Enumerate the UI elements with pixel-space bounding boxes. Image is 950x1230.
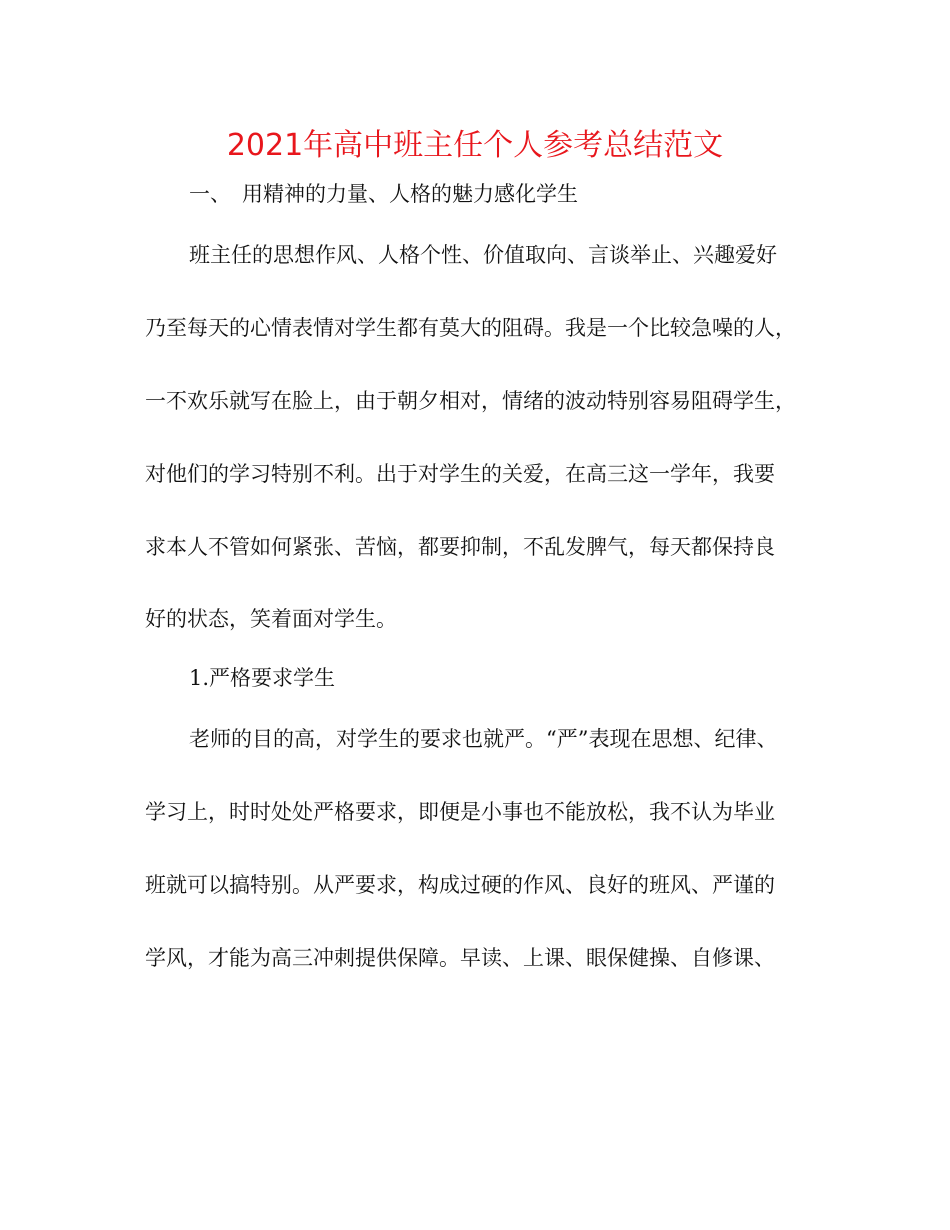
paragraph-line: 学习上，时时处处严格要求，即便是小事也不能放松，我不认为毕业 bbox=[145, 800, 775, 824]
subsection-heading: 1.严格要求学生 bbox=[189, 666, 336, 690]
paragraph-line: 对他们的学习特别不利。出于对学生的关爱，在高三这一学年，我要 bbox=[145, 462, 775, 486]
paragraph-line: 学风，才能为高三冲刺提供保障。早读、上课、眼保健操、自修课、 bbox=[145, 946, 775, 970]
paragraph-line: 班就可以搞特别。从严要求，构成过硬的作风、良好的班风、严谨的 bbox=[145, 873, 775, 897]
paragraph-line: 班主任的思想作风、人格个性、价值取向、言谈举止、兴趣爱好 bbox=[189, 243, 777, 267]
paragraph-line: 老师的目的高，对学生的要求也就严。“严”表现在思想、纪律、 bbox=[189, 727, 778, 751]
paragraph-line: 乃至每天的心情表情对学生都有莫大的阻碍。我是一个比较急噪的人， bbox=[145, 316, 796, 340]
paragraph-line: 好的状态，笑着面对学生。 bbox=[145, 607, 397, 631]
section-heading-text: 用精神的力量、人格的魅力感化学生 bbox=[242, 182, 578, 206]
paragraph-line: 求本人不管如何紧张、苦恼，都要抑制，不乱发脾气，每天都保持良 bbox=[145, 535, 775, 559]
section-heading bbox=[189, 179, 578, 209]
paragraph-line: 一不欢乐就写在脸上，由于朝夕相对，情绪的波动特别容易阻碍学生， bbox=[145, 389, 796, 413]
document-title: 2021年高中班主任个人参考总结范文 bbox=[226, 128, 724, 163]
section-number: 一、 bbox=[189, 182, 231, 206]
